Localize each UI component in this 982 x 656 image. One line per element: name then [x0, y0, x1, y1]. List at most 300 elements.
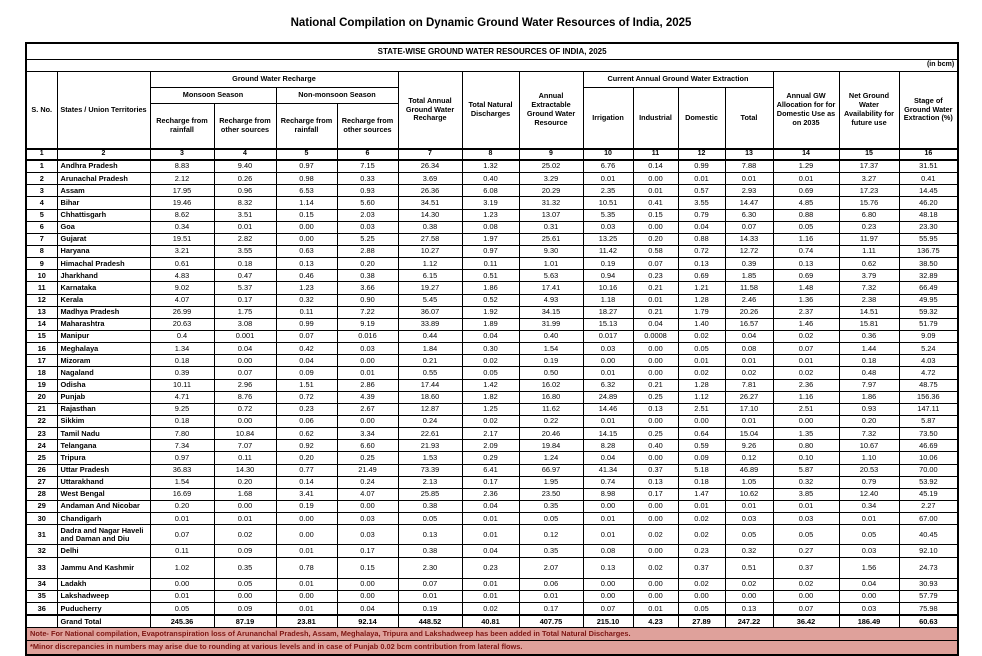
row-value: 0.97 — [150, 452, 214, 464]
row-value: 1.82 — [462, 391, 519, 403]
row-value: 19.46 — [150, 197, 214, 209]
row-value: 0.00 — [773, 590, 839, 602]
row-value: 0.37 — [773, 557, 839, 578]
row-state: Punjab — [57, 391, 150, 403]
row-value: 0.01 — [583, 415, 633, 427]
row-value: 0.00 — [633, 545, 678, 557]
row-value: 1.36 — [773, 294, 839, 306]
col-num-2: 2 — [57, 149, 150, 160]
row-value: 1.29 — [773, 160, 839, 173]
row-value: 8.28 — [583, 440, 633, 452]
row-value: 0.21 — [633, 306, 678, 318]
row-value: 2.07 — [519, 557, 583, 578]
row-value: 0.26 — [214, 173, 276, 185]
row-value: 0.00 — [633, 590, 678, 602]
row-value: 10.11 — [150, 379, 214, 391]
row-value: 0.37 — [678, 557, 725, 578]
grand-total-value: 245.36 — [150, 615, 214, 628]
row-value: 0.02 — [773, 578, 839, 590]
row-value: 1.24 — [519, 452, 583, 464]
row-value: 0.46 — [276, 270, 337, 282]
table-row — [26, 452, 958, 464]
row-value: 3.55 — [214, 245, 276, 257]
row-sno: 7 — [26, 233, 57, 245]
row-state: Jharkhand — [57, 270, 150, 282]
row-value: 0.13 — [276, 258, 337, 270]
row-value: 0.01 — [583, 367, 633, 379]
row-value: 17.37 — [839, 160, 899, 173]
row-value: 0.02 — [214, 525, 276, 545]
row-value: 1.75 — [214, 306, 276, 318]
row-value: 7.88 — [725, 160, 773, 173]
row-value: 0.00 — [633, 452, 678, 464]
row-value: 0.02 — [462, 603, 519, 616]
row-value: 1.05 — [725, 476, 773, 488]
row-value: 0.01 — [678, 500, 725, 512]
row-value: 5.87 — [899, 415, 958, 427]
row-value: 6.32 — [583, 379, 633, 391]
row-value: 4.85 — [773, 197, 839, 209]
row-state: Manipur — [57, 330, 150, 342]
grand-total-value: 247.22 — [725, 615, 773, 628]
row-value: 0.04 — [839, 578, 899, 590]
row-value: 73.39 — [398, 464, 462, 476]
row-state: Bihar — [57, 197, 150, 209]
row-value: 0.03 — [337, 513, 398, 525]
row-value: 1.47 — [678, 488, 725, 500]
table-row — [26, 440, 958, 452]
row-value: 1.28 — [678, 379, 725, 391]
row-state: Himachal Pradesh — [57, 258, 150, 270]
row-value: 0.04 — [276, 355, 337, 367]
row-value: 5.60 — [337, 197, 398, 209]
note-minor-discrepancies: *Minor discrepancies in numbers may arise due to rounding at various levels and in case of Punjab 0.02 bcm contribution from lateral flows. — [26, 641, 958, 655]
col-num-4: 4 — [214, 149, 276, 160]
row-sno: 14 — [26, 318, 57, 330]
col-header-net-availability: Net Ground Water Availability for future use — [839, 71, 899, 149]
row-value: 0.99 — [678, 160, 725, 173]
grand-total-value: 4.23 — [633, 615, 678, 628]
row-value: 0.38 — [398, 545, 462, 557]
col-header-domestic: Domestic — [678, 87, 725, 149]
row-value: 57.79 — [899, 590, 958, 602]
row-value: 7.34 — [150, 440, 214, 452]
groundwater-table-wrap — [25, 42, 958, 656]
row-value: 0.01 — [583, 525, 633, 545]
row-value: 1.48 — [773, 282, 839, 294]
row-value: 17.23 — [839, 185, 899, 197]
note-row — [26, 628, 958, 641]
row-value: 3.69 — [398, 173, 462, 185]
row-value: 5.18 — [678, 464, 725, 476]
col-num-12: 12 — [678, 149, 725, 160]
row-value: 0.05 — [678, 343, 725, 355]
row-value: 0.50 — [519, 367, 583, 379]
row-value: 0.40 — [519, 330, 583, 342]
row-value: 6.60 — [337, 440, 398, 452]
row-value: 14.33 — [725, 233, 773, 245]
col-group-monsoon-season: Monsoon Season — [150, 87, 276, 103]
row-value: 8.98 — [583, 488, 633, 500]
row-value: 10.84 — [214, 428, 276, 440]
row-value: 0.18 — [214, 258, 276, 270]
row-value: 14.45 — [899, 185, 958, 197]
table-row — [26, 578, 958, 590]
row-value: 0.00 — [337, 578, 398, 590]
row-value: 92.10 — [899, 545, 958, 557]
row-value: 0.01 — [462, 590, 519, 602]
row-value: 0.62 — [276, 428, 337, 440]
row-value: 8.83 — [150, 160, 214, 173]
row-value: 4.39 — [337, 391, 398, 403]
row-value: 0.35 — [519, 545, 583, 557]
row-value: 0.42 — [276, 343, 337, 355]
row-value: 4.83 — [150, 270, 214, 282]
row-value: 4.07 — [150, 294, 214, 306]
row-value: 0.97 — [462, 245, 519, 257]
row-value: 34.51 — [398, 197, 462, 209]
table-row — [26, 403, 958, 415]
row-value: 36.07 — [398, 306, 462, 318]
row-value: 46.69 — [899, 440, 958, 452]
row-value: 0.29 — [462, 452, 519, 464]
row-state: Dadra and Nagar Haveli and Daman and Diu — [57, 525, 150, 545]
row-value: 1.53 — [398, 452, 462, 464]
row-value: 0.13 — [398, 525, 462, 545]
col-num-16: 16 — [899, 149, 958, 160]
row-value: 0.04 — [633, 318, 678, 330]
row-value: 1.42 — [462, 379, 519, 391]
row-value: 53.92 — [899, 476, 958, 488]
row-state: West Bengal — [57, 488, 150, 500]
row-value: 9.09 — [899, 330, 958, 342]
row-value: 0.03 — [725, 513, 773, 525]
row-value: 0.01 — [839, 513, 899, 525]
row-value: 0.11 — [214, 452, 276, 464]
row-value: 0.02 — [678, 513, 725, 525]
row-value: 7.80 — [150, 428, 214, 440]
row-value: 3.08 — [214, 318, 276, 330]
grand-total-value: 40.81 — [462, 615, 519, 628]
row-value: 24.73 — [899, 557, 958, 578]
row-value: 6.08 — [462, 185, 519, 197]
row-value: 0.20 — [633, 233, 678, 245]
row-sno: 29 — [26, 500, 57, 512]
row-value: 40.45 — [899, 525, 958, 545]
row-value: 6.53 — [276, 185, 337, 197]
row-state: Madhya Pradesh — [57, 306, 150, 318]
row-value: 0.52 — [462, 294, 519, 306]
col-header-irrigation: Irrigation — [583, 87, 633, 149]
table-row — [26, 379, 958, 391]
row-value: 0.14 — [276, 476, 337, 488]
row-value: 2.96 — [214, 379, 276, 391]
row-value: 0.21 — [398, 355, 462, 367]
row-value: 0.00 — [773, 415, 839, 427]
row-value: 2.67 — [337, 403, 398, 415]
col-group-non-monsoon-season: Non-monsoon Season — [276, 87, 398, 103]
row-state: Kerala — [57, 294, 150, 306]
grand-total-value: 186.49 — [839, 615, 899, 628]
row-state: Rajasthan — [57, 403, 150, 415]
row-value: 23.50 — [519, 488, 583, 500]
col-header-total-natural-discharges: Total Natural Discharges — [462, 71, 519, 149]
row-value: 0.07 — [725, 221, 773, 233]
row-value: 2.30 — [398, 557, 462, 578]
row-value: 8.76 — [214, 391, 276, 403]
row-value: 48.18 — [899, 209, 958, 221]
row-sno: 17 — [26, 355, 57, 367]
row-value: 12.87 — [398, 403, 462, 415]
row-sno: 18 — [26, 367, 57, 379]
row-state: Lakshadweep — [57, 590, 150, 602]
row-value: 2.27 — [899, 500, 958, 512]
row-value: 0.00 — [276, 221, 337, 233]
row-value: 17.44 — [398, 379, 462, 391]
grand-total-value: 36.42 — [773, 615, 839, 628]
row-value: 12.72 — [725, 245, 773, 257]
row-state: Andaman And Nicobar — [57, 500, 150, 512]
row-value: 0.01 — [725, 173, 773, 185]
row-value: 0.07 — [214, 367, 276, 379]
col-header-states: States / Union Territories — [57, 71, 150, 149]
row-value: 0.05 — [678, 603, 725, 616]
col-num-14: 14 — [773, 149, 839, 160]
row-value: 0.59 — [678, 440, 725, 452]
row-value: 20.26 — [725, 306, 773, 318]
row-value: 3.51 — [214, 209, 276, 221]
row-value: 1.23 — [462, 209, 519, 221]
row-value: 0.01 — [583, 173, 633, 185]
row-value: 75.98 — [899, 603, 958, 616]
table-row — [26, 330, 958, 342]
row-value: 0.00 — [214, 415, 276, 427]
row-value: 0.06 — [519, 578, 583, 590]
row-value: 0.07 — [398, 578, 462, 590]
row-value: 10.27 — [398, 245, 462, 257]
table-row — [26, 209, 958, 221]
row-value: 0.01 — [214, 221, 276, 233]
row-value: 1.34 — [150, 343, 214, 355]
row-value: 0.04 — [678, 221, 725, 233]
row-value: 0.04 — [462, 330, 519, 342]
row-state: Delhi — [57, 545, 150, 557]
grand-total-value: 92.14 — [337, 615, 398, 628]
row-value: 11.62 — [519, 403, 583, 415]
table-row — [26, 245, 958, 257]
row-value: 0.78 — [276, 557, 337, 578]
row-value: 1.54 — [150, 476, 214, 488]
row-value: 0.00 — [214, 590, 276, 602]
row-value: 8.62 — [150, 209, 214, 221]
row-value: 26.99 — [150, 306, 214, 318]
row-value: 0.20 — [839, 415, 899, 427]
row-state: Ladakh — [57, 578, 150, 590]
row-value: 0.03 — [839, 603, 899, 616]
table-row — [26, 464, 958, 476]
grand-total-value: 23.81 — [276, 615, 337, 628]
row-sno: 12 — [26, 294, 57, 306]
row-value: 0.13 — [773, 258, 839, 270]
row-value: 10.62 — [725, 488, 773, 500]
row-value: 0.47 — [214, 270, 276, 282]
row-value: 0.01 — [725, 500, 773, 512]
row-value: 26.34 — [398, 160, 462, 173]
row-value: 0.23 — [633, 270, 678, 282]
row-value: 16.57 — [725, 318, 773, 330]
row-sno: 23 — [26, 428, 57, 440]
table-row — [26, 160, 958, 173]
row-state: Odisha — [57, 379, 150, 391]
row-value: 0.19 — [276, 500, 337, 512]
row-value: 6.15 — [398, 270, 462, 282]
row-value: 0.02 — [678, 367, 725, 379]
row-value: 0.09 — [678, 452, 725, 464]
row-value: 0.21 — [633, 282, 678, 294]
row-value: 0.00 — [150, 578, 214, 590]
row-value: 0.00 — [633, 367, 678, 379]
row-value: 0.01 — [633, 603, 678, 616]
row-value: 1.92 — [462, 306, 519, 318]
col-header-extraction-total: Total — [725, 87, 773, 149]
row-value: 0.40 — [633, 440, 678, 452]
row-value: 0.00 — [839, 590, 899, 602]
row-value: 0.00 — [276, 525, 337, 545]
row-value: 2.36 — [773, 379, 839, 391]
row-value: 4.03 — [899, 355, 958, 367]
row-value: 0.00 — [276, 513, 337, 525]
row-value: 0.02 — [462, 355, 519, 367]
row-value: 7.15 — [337, 160, 398, 173]
row-value: 0.34 — [839, 500, 899, 512]
row-value: 14.15 — [583, 428, 633, 440]
row-value: 0.62 — [839, 258, 899, 270]
row-value: 0.40 — [462, 173, 519, 185]
row-value: 0.01 — [337, 367, 398, 379]
row-value: 10.67 — [839, 440, 899, 452]
row-value: 136.75 — [899, 245, 958, 257]
row-value: 0.00 — [276, 590, 337, 602]
row-value: 19.84 — [519, 440, 583, 452]
row-value: 0.01 — [725, 355, 773, 367]
row-value: 1.86 — [839, 391, 899, 403]
row-value: 0.57 — [678, 185, 725, 197]
row-value: 2.82 — [214, 233, 276, 245]
row-value: 5.87 — [773, 464, 839, 476]
row-value: 9.30 — [519, 245, 583, 257]
column-number-row — [26, 149, 958, 160]
unit-label: (in bcm) — [26, 59, 958, 71]
row-value: 0.11 — [150, 545, 214, 557]
table-row — [26, 428, 958, 440]
row-value: 0.41 — [899, 173, 958, 185]
row-value: 21.93 — [398, 440, 462, 452]
table-row — [26, 270, 958, 282]
row-value: 0.38 — [398, 500, 462, 512]
col-num-9: 9 — [519, 149, 583, 160]
row-value: 13.25 — [583, 233, 633, 245]
row-value: 2.51 — [773, 403, 839, 415]
row-value: 2.37 — [773, 306, 839, 318]
row-value: 0.04 — [462, 545, 519, 557]
row-value: 0.41 — [633, 197, 678, 209]
row-value: 0.72 — [214, 403, 276, 415]
row-value: 1.18 — [583, 294, 633, 306]
row-state: Jammu And Kashmir — [57, 557, 150, 578]
row-value: 0.11 — [276, 306, 337, 318]
row-value: 14.30 — [214, 464, 276, 476]
row-value: 0.39 — [150, 367, 214, 379]
row-value: 0.08 — [583, 545, 633, 557]
row-value: 0.02 — [773, 330, 839, 342]
row-value: 0.15 — [276, 209, 337, 221]
row-value: 0.01 — [398, 590, 462, 602]
row-sno: 6 — [26, 221, 57, 233]
row-value: 16.69 — [150, 488, 214, 500]
grand-total-value: 87.19 — [214, 615, 276, 628]
row-value: 3.19 — [462, 197, 519, 209]
row-value: 25.85 — [398, 488, 462, 500]
col-num-15: 15 — [839, 149, 899, 160]
table-body — [26, 160, 958, 615]
row-value: 55.95 — [899, 233, 958, 245]
row-value: 0.07 — [583, 603, 633, 616]
row-value: 0.55 — [398, 367, 462, 379]
row-value: 7.22 — [337, 306, 398, 318]
row-sno: 1 — [26, 160, 57, 173]
row-value: 0.03 — [337, 221, 398, 233]
row-value: 7.81 — [725, 379, 773, 391]
row-value: 3.34 — [337, 428, 398, 440]
row-value: 0.01 — [725, 415, 773, 427]
row-value: 0.03 — [583, 221, 633, 233]
row-value: 0.33 — [337, 173, 398, 185]
row-value: 1.25 — [462, 403, 519, 415]
table-row — [26, 221, 958, 233]
table-banner: STATE-WISE GROUND WATER RESOURCES OF INDIA, 2025 — [26, 43, 958, 59]
row-value: 0.02 — [725, 367, 773, 379]
row-value: 0.00 — [633, 343, 678, 355]
row-value: 15.04 — [725, 428, 773, 440]
row-value: 0.25 — [633, 391, 678, 403]
table-row — [26, 476, 958, 488]
row-value: 26.27 — [725, 391, 773, 403]
row-value: 0.05 — [462, 367, 519, 379]
row-sno: 34 — [26, 578, 57, 590]
row-value: 0.01 — [773, 355, 839, 367]
row-value: 14.46 — [583, 403, 633, 415]
row-value: 0.02 — [678, 525, 725, 545]
row-value: 6.30 — [725, 209, 773, 221]
row-value: 6.41 — [462, 464, 519, 476]
row-value: 0.17 — [337, 545, 398, 557]
row-value: 20.63 — [150, 318, 214, 330]
row-value: 5.25 — [337, 233, 398, 245]
col-header-sno: S. No. — [26, 71, 57, 149]
row-value: 0.13 — [678, 258, 725, 270]
row-value: 14.30 — [398, 209, 462, 221]
row-value: 10.16 — [583, 282, 633, 294]
row-value: 0.01 — [276, 603, 337, 616]
row-value: 0.20 — [214, 476, 276, 488]
row-value: 0.00 — [337, 355, 398, 367]
row-value: 0.00 — [214, 500, 276, 512]
table-row — [26, 185, 958, 197]
page-title: National Compilation on Dynamic Ground Water Resources of India, 2025 — [290, 17, 692, 29]
row-value: 0.07 — [633, 258, 678, 270]
row-state: Puducherry — [57, 603, 150, 616]
table-row — [26, 590, 958, 602]
